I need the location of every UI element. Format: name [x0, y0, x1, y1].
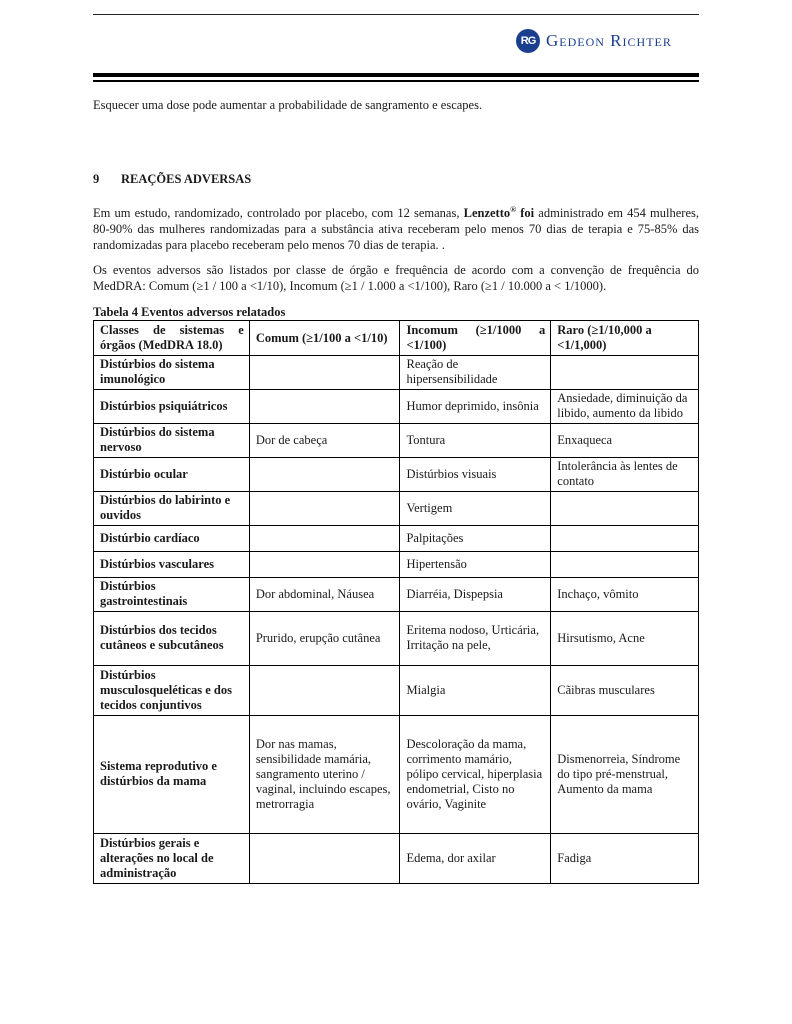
table-row	[94, 612, 699, 666]
section-title: REAÇÕES ADVERSAS	[121, 172, 252, 186]
missed-dose-paragraph: Esquecer uma dose pode aumentar a probabilidade de sangramento e escapes.	[93, 98, 483, 112]
gedeon-richter-logo	[516, 28, 672, 54]
organ-class-cell: Sistema reprodutivo e distúrbios da mama	[94, 716, 250, 834]
organ-class-cell: Distúrbios gerais e alterações no local de administração	[94, 834, 250, 884]
common-cell: Dor nas mamas, sensibilidade mamária, sangramento uterino / vaginal, incluindo escapes, metrorragia	[249, 716, 400, 834]
rare-cell: Intolerância às lentes de contato	[551, 458, 699, 492]
uncommon-cell: Palpitações	[400, 526, 551, 552]
common-cell	[249, 458, 400, 492]
common-cell: Prurido, erupção cutânea	[249, 612, 400, 666]
study-text-after: administrado em 454 mulheres, 80-90% das mulheres randomizadas para a substância ativa receberam pelo menos 70 dias de terapia e 75-85% das randomizadas para placebo receberam pelo menos 70 dias de terapia. .	[93, 206, 699, 253]
common-cell	[249, 552, 400, 578]
logo-emblem-icon: RG	[516, 29, 540, 53]
table-row	[94, 424, 699, 458]
common-cell	[249, 666, 400, 716]
header-thin-rule	[93, 80, 699, 82]
rare-cell	[551, 526, 699, 552]
brand-name: Lenzetto® foi	[463, 205, 535, 221]
rare-cell: Enxaqueca	[551, 424, 699, 458]
table-row	[94, 458, 699, 492]
uncommon-cell: Hipertensão	[400, 552, 551, 578]
uncommon-cell: Reação de hipersensibilidade	[400, 356, 551, 390]
rare-cell: Hirsutismo, Acne	[551, 612, 699, 666]
rare-cell	[551, 356, 699, 390]
header-organ-class: Classes de sistemas e órgãos (MedDRA 18.0)	[94, 321, 250, 356]
organ-class-cell: Distúrbios vasculares	[94, 552, 250, 578]
table-row	[94, 526, 699, 552]
header-common: Comum (≥1/100 a <1/10)	[249, 321, 400, 356]
table-row	[94, 578, 699, 612]
adverse-events-table	[93, 320, 699, 884]
uncommon-cell: Diarréia, Dispepsia	[400, 578, 551, 612]
frequency-paragraph: Os eventos adversos são listados por classe de órgão e frequência de acordo com a convenção de frequência do MedDRA: Comum (≥1 / 100 a <1/10), Incomum (≥1 / 1.000 a <1/100), Raro (≥1 / 10.000 a < 1/1000).	[93, 263, 699, 293]
rare-cell: Ansiedade, diminuição da libido, aumento da libido	[551, 390, 699, 424]
organ-class-cell: Distúrbios do sistema nervoso	[94, 424, 250, 458]
table-row	[94, 666, 699, 716]
rare-cell: Inchaço, vômito	[551, 578, 699, 612]
uncommon-cell: Edema, dor axilar	[400, 834, 551, 884]
organ-class-cell: Distúrbios do labirinto e ouvidos	[94, 492, 250, 526]
organ-class-cell: Distúrbios psiquiátricos	[94, 390, 250, 424]
rare-cell	[551, 552, 699, 578]
table-caption: Tabela 4 Eventos adversos relatados	[93, 305, 286, 319]
organ-class-cell: Distúrbio cardíaco	[94, 526, 250, 552]
uncommon-cell: Vertigem	[400, 492, 551, 526]
common-cell	[249, 492, 400, 526]
uncommon-cell: Tontura	[400, 424, 551, 458]
table-row	[94, 716, 699, 834]
header-uncommon: Incomum (≥1/1000 a <1/100)	[400, 321, 551, 356]
common-cell: Dor abdominal, Náusea	[249, 578, 400, 612]
header-rare: Raro (≥1/10,000 a <1/1,000)	[551, 321, 699, 356]
uncommon-cell: Mialgia	[400, 666, 551, 716]
table-row	[94, 356, 699, 390]
study-paragraph	[93, 202, 699, 253]
organ-class-cell: Distúrbios musculosqueléticas e dos tecidos conjuntivos	[94, 666, 250, 716]
rare-cell: Cãibras musculares	[551, 666, 699, 716]
table-row	[94, 834, 699, 884]
organ-class-cell: Distúrbio ocular	[94, 458, 250, 492]
rare-cell: Fadiga	[551, 834, 699, 884]
section-number: 9	[93, 172, 100, 186]
uncommon-cell: Descoloração da mama, corrimento mamário, pólipo cervical, hiperplasia endometrial, Cisto no ovário, Vaginite	[400, 716, 551, 834]
section-heading	[93, 172, 251, 187]
table-row	[94, 552, 699, 578]
common-cell: Dor de cabeça	[249, 424, 400, 458]
uncommon-cell: Humor deprimido, insônia	[400, 390, 551, 424]
table-row	[94, 492, 699, 526]
common-cell	[249, 834, 400, 884]
table-row	[94, 390, 699, 424]
rare-cell: Dismenorreia, Síndrome do tipo pré-menstrual, Aumento da mama	[551, 716, 699, 834]
uncommon-cell: Distúrbios visuais	[400, 458, 551, 492]
organ-class-cell: Distúrbios do sistema imunológico	[94, 356, 250, 390]
study-text-before: Em um estudo, randomizado, controlado por placebo, com 12 semanas,	[93, 206, 464, 221]
organ-class-cell: Distúrbios gastrointestinais	[94, 578, 250, 612]
rare-cell	[551, 492, 699, 526]
logo-text: Gedeon Richter	[546, 31, 672, 50]
common-cell	[249, 526, 400, 552]
table-header-row	[94, 321, 699, 356]
common-cell	[249, 356, 400, 390]
common-cell	[249, 390, 400, 424]
uncommon-cell: Eritema nodoso, Urticária, Irritação na pele,	[400, 612, 551, 666]
organ-class-cell: Distúrbios dos tecidos cutâneos e subcutâneos	[94, 612, 250, 666]
header-thick-rule	[93, 73, 699, 77]
header-top-rule	[93, 14, 699, 15]
